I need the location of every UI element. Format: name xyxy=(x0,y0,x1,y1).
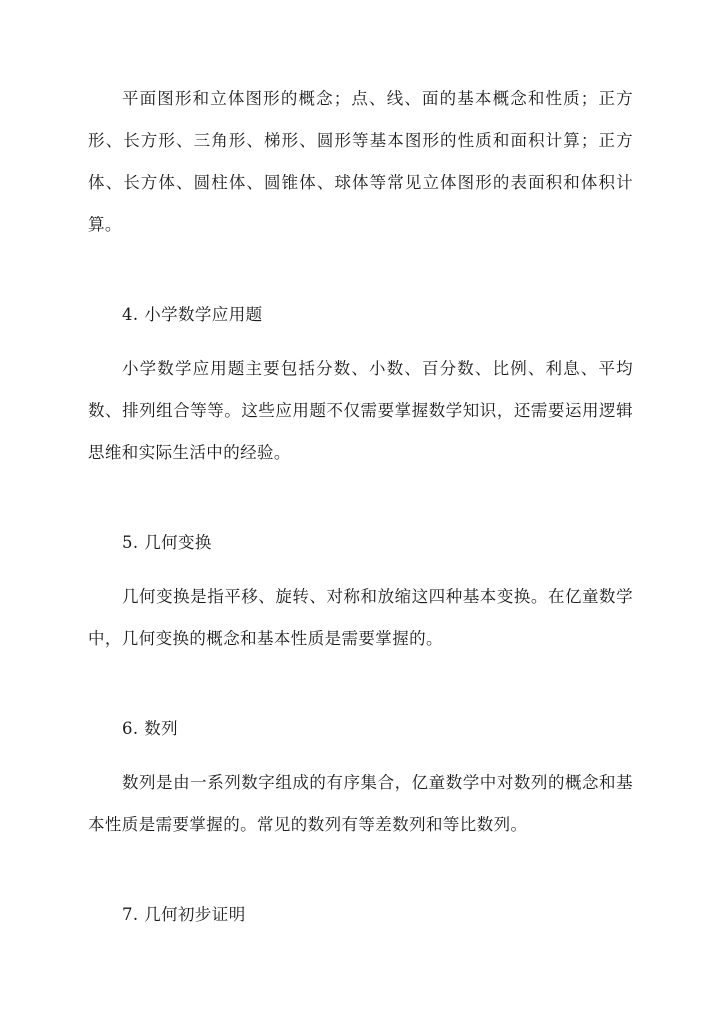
paragraph-geometric-transformations: 几何变换是指平移、旋转、对称和放缩这四种基本变换。在亿童数学中，几何变换的概念和基本性质是需要掌握的。 xyxy=(88,587,633,648)
section-heading-4: 4. 小学数学应用题 xyxy=(122,305,263,324)
section-spacer xyxy=(88,846,633,894)
section-spacer xyxy=(88,336,633,348)
section-spacer xyxy=(88,246,633,294)
section-heading-6: 6. 数列 xyxy=(122,719,178,738)
section-heading-7: 7. 几何初步证明 xyxy=(122,905,246,924)
section-heading-5: 5. 几何变换 xyxy=(122,533,212,552)
section-spacer xyxy=(88,564,633,576)
document-page xyxy=(88,78,633,936)
paragraph-geometry-shapes: 平面图形和立体图形的概念；点、线、面的基本概念和性质；正方形、长方形、三角形、梯形、圆形等基本图形的性质和面积计算；正方体、长方体、圆柱体、圆锥体、球体等常见立体图形的表面积和体积计算。 xyxy=(88,89,633,234)
section-spacer xyxy=(88,660,633,708)
paragraph-sequences: 数列是由一系列数字组成的有序集合，亿童数学中对数列的概念和基本性质是需要掌握的。常见的数列有等差数列和等比数列。 xyxy=(88,773,633,834)
section-spacer xyxy=(88,750,633,762)
section-spacer xyxy=(88,474,633,522)
paragraph-word-problems: 小学数学应用题主要包括分数、小数、百分数、比例、利息、平均数、排列组合等等。这些应用题不仅需要掌握数学知识，还需要运用逻辑思维和实际生活中的经验。 xyxy=(88,359,633,462)
